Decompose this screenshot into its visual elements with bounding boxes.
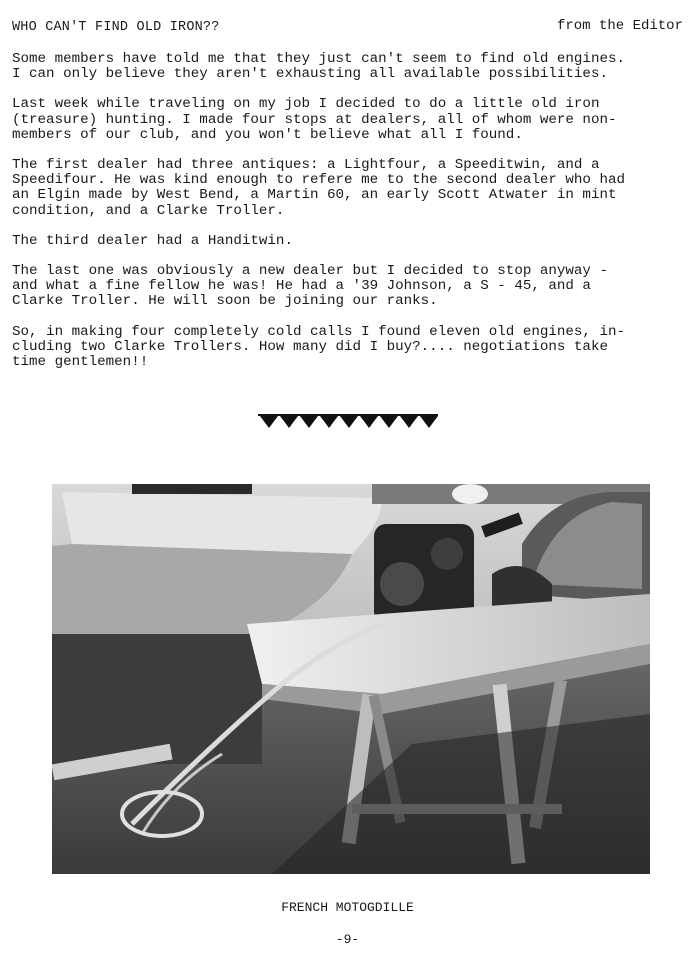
article-byline: from the Editor [556, 18, 683, 34]
photo-caption: FRENCH MOTOGDILLE [281, 900, 414, 915]
paragraph-1: Some members have told me that they just can't seem to find old engines. I can only believe they aren't exhausting all available possibilities. [12, 51, 625, 83]
article-body [12, 52, 684, 385]
article-title: WHO CAN'T FIND OLD IRON?? [12, 20, 220, 35]
paragraph-5: The last one was obviously a new dealer but I decided to stop anyway - and what a fine fellow he was! He had a '39 Johnson, a S - 45, and a Clarke Troller. He will soon be joining our ranks. [12, 263, 608, 310]
paragraph-4: The third dealer had a Handitwin. [12, 232, 293, 249]
page-number: -9- [335, 932, 360, 947]
triangle-divider [258, 414, 438, 430]
paragraph-2: Last week while traveling on my job I decided to do a little old iron (treasure) hunting. I made four stops at dealers, all of whom were non- members of our club, and you won't believe what all I found. [12, 96, 617, 143]
paragraph-6: So, in making four completely cold calls I found eleven old engines, in- cluding two Clarke Trollers. How many did I buy?.... negotiations take time gentlemen!! [12, 323, 625, 371]
boat-photo-illustration [52, 484, 650, 874]
boat-photograph [52, 484, 650, 874]
paragraph-3: The first dealer had three antiques: a Lightfour, a Speeditwin, and a Speedifour. He was kind enough to refere me to the second dealer who had an Elgin made by West Bend, a Martin 60, an early Scott Atwater in mint condition, and a Clarke Troller. [12, 157, 625, 219]
